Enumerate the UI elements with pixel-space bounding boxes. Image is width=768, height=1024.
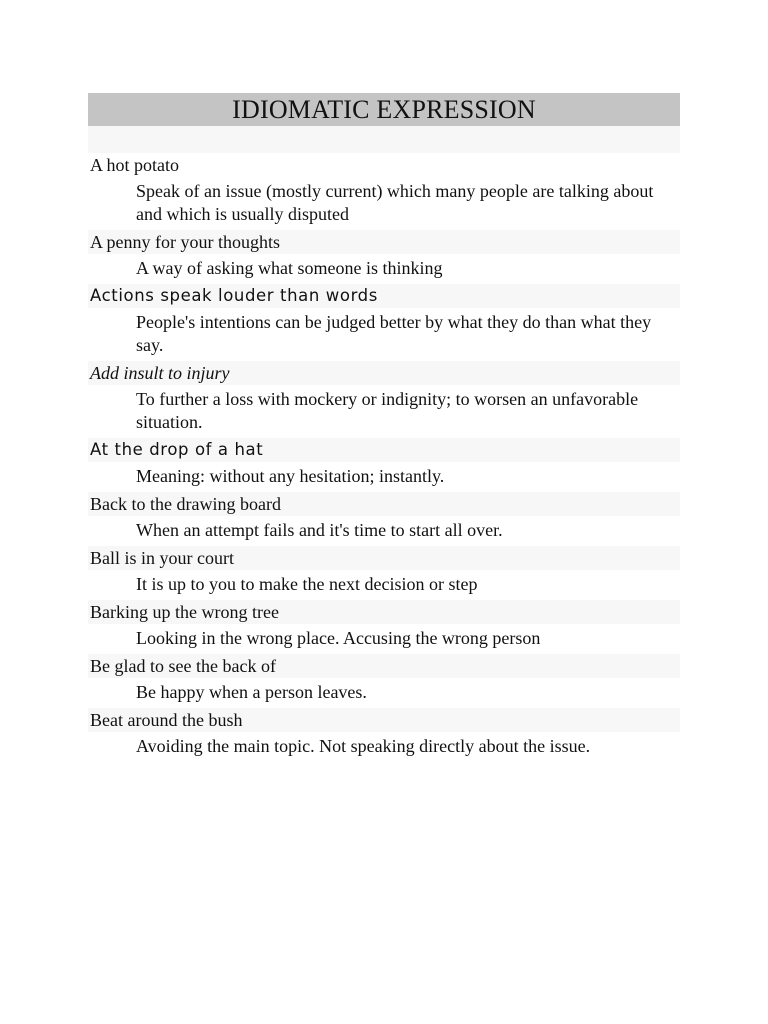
idiom-entry [88,438,680,492]
idiom-term: Ball is in your court [88,546,680,570]
title-spacer [88,126,680,153]
idiom-term: A penny for your thoughts [88,230,680,254]
idiom-term: Add insult to injury [88,361,680,385]
idiom-entry [88,654,680,708]
idiom-term: A hot potato [88,153,680,177]
idiom-entry [88,153,680,230]
idiom-entry [88,284,680,361]
idiom-definition: To further a loss with mockery or indignity; to worsen an unfavorable situation. [88,385,680,438]
idiom-definition: Looking in the wrong place. Accusing the wrong person [88,624,680,654]
idiom-definition: People's intentions can be judged better by what they do than what they say. [88,308,680,361]
idiom-entry [88,546,680,600]
idiom-entry [88,230,680,284]
document-title: IDIOMATIC EXPRESSION [88,93,680,126]
idiom-entry [88,600,680,654]
idiom-definition: Avoiding the main topic. Not speaking directly about the issue. [88,732,680,762]
idiom-entry [88,492,680,546]
idiom-term: Back to the drawing board [88,492,680,516]
idiom-term: Actions speak louder than words [88,284,680,308]
idiom-definition: Speak of an issue (mostly current) which many people are talking about and which is usually disputed [88,177,680,230]
idiom-definition: It is up to you to make the next decision or step [88,570,680,600]
idiom-definition: Be happy when a person leaves. [88,678,680,708]
idiom-definition: Meaning: without any hesitation; instantly. [88,462,680,492]
document-page [88,93,680,762]
idiom-term: Beat around the bush [88,708,680,732]
idiom-definition: A way of asking what someone is thinking [88,254,680,284]
idiom-entry [88,361,680,438]
idiom-term: At the drop of a hat [88,438,680,462]
idiom-definition: When an attempt fails and it's time to start all over. [88,516,680,546]
idiom-term: Be glad to see the back of [88,654,680,678]
idiom-entry [88,708,680,762]
idiom-term: Barking up the wrong tree [88,600,680,624]
